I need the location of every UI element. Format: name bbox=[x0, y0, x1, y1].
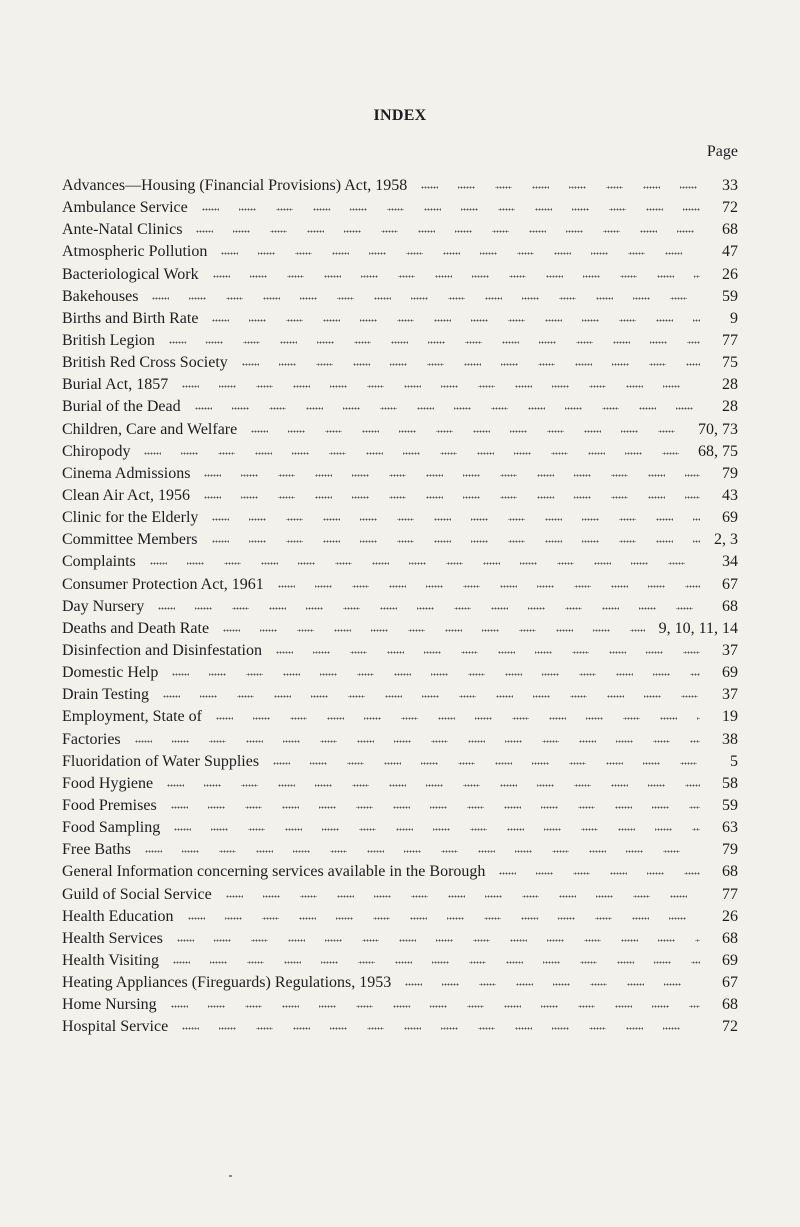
index-entry-pages: 59 bbox=[722, 796, 738, 814]
index-entry-pages: 26 bbox=[722, 907, 738, 925]
index-entry-pages: 69 bbox=[722, 951, 738, 969]
index-entry-pages: 38 bbox=[722, 730, 738, 748]
dot-leader bbox=[204, 490, 700, 500]
dot-leader bbox=[145, 844, 700, 854]
index-entry bbox=[62, 773, 738, 795]
index-entry-pages: 2, 3 bbox=[714, 531, 738, 549]
index-entry-term: Deaths and Death Rate bbox=[62, 619, 210, 637]
index-entry-pages: 67 bbox=[722, 575, 738, 593]
index-entry bbox=[62, 817, 738, 839]
index-entry-term: Consumer Protection Act, 1961 bbox=[62, 575, 264, 593]
index-entry-pages: 68, 75 bbox=[698, 442, 738, 460]
index-entry-term: British Red Cross Society bbox=[62, 354, 228, 372]
dot-leader bbox=[169, 335, 700, 345]
index-entry-term: Complaints bbox=[62, 553, 136, 571]
index-entry bbox=[62, 396, 738, 418]
index-entry bbox=[62, 994, 738, 1016]
index-entry-term: Employment, State of bbox=[62, 708, 202, 726]
dot-leader bbox=[135, 734, 700, 744]
index-entry-term: Heating Appliances (Fireguards) Regulations, 1953 bbox=[62, 974, 392, 992]
index-entry-pages: 67 bbox=[722, 974, 738, 992]
index-entry bbox=[62, 972, 738, 994]
dot-leader bbox=[212, 313, 700, 323]
index-entry bbox=[62, 419, 738, 441]
index-entry-term: Atmospheric Pollution bbox=[62, 243, 208, 261]
index-entry-term: Burial Act, 1857 bbox=[62, 376, 169, 394]
index-entry-pages: 68 bbox=[722, 221, 738, 239]
index-entry-pages: 68 bbox=[722, 597, 738, 615]
dot-leader bbox=[212, 534, 700, 544]
dot-leader bbox=[242, 357, 700, 367]
index-entry-pages: 9 bbox=[730, 309, 738, 327]
dot-leader bbox=[172, 667, 700, 677]
index-entry-term: Day Nursery bbox=[62, 597, 145, 615]
index-entry-term: British Legion bbox=[62, 331, 155, 349]
index-entry bbox=[62, 241, 738, 263]
index-entry bbox=[62, 596, 738, 618]
index-entry-term: Food Premises bbox=[62, 796, 157, 814]
index-entry-pages: 63 bbox=[722, 819, 738, 837]
index-entry bbox=[62, 884, 738, 906]
index-entry bbox=[62, 795, 738, 817]
index-entry-term: Disinfection and Disinfestation bbox=[62, 641, 262, 659]
dot-leader bbox=[421, 180, 700, 190]
index-entry bbox=[62, 286, 738, 308]
index-entry bbox=[62, 330, 738, 352]
index-entry-pages: 9, 10, 11, 14 bbox=[658, 619, 738, 637]
index-entry-term: Health Services bbox=[62, 929, 163, 947]
index-entry bbox=[62, 352, 738, 374]
index-entry-pages: 33 bbox=[722, 177, 738, 194]
dot-leader bbox=[196, 224, 700, 234]
index-entry-term: Fluoridation of Water Supplies bbox=[62, 752, 260, 770]
dot-leader bbox=[152, 291, 700, 301]
index-entry-pages: 79 bbox=[722, 464, 738, 482]
index-entry bbox=[62, 529, 738, 551]
index-entry-pages: 68 bbox=[722, 863, 738, 881]
index-entry-pages: 79 bbox=[722, 841, 738, 859]
index-entry-term: Hospital Service bbox=[62, 1018, 169, 1036]
index-entry bbox=[62, 684, 738, 706]
index-entry bbox=[62, 662, 738, 684]
index-entry bbox=[62, 264, 738, 286]
index-entry bbox=[62, 729, 738, 751]
index-entry bbox=[62, 928, 738, 950]
index-entry-pages: 43 bbox=[722, 486, 738, 504]
dot-leader bbox=[223, 623, 645, 633]
page-title: INDEX bbox=[373, 107, 427, 124]
dot-leader bbox=[216, 711, 700, 721]
dot-leader bbox=[213, 269, 700, 279]
index-entry-pages: 59 bbox=[722, 287, 738, 305]
index-entry bbox=[62, 175, 738, 197]
index-entry-term: Advances—Housing (Financial Provisions) Act, 1958 bbox=[62, 177, 408, 194]
dot-leader bbox=[273, 756, 700, 766]
page-column-header: Page bbox=[706, 143, 738, 160]
dot-leader bbox=[251, 424, 684, 434]
index-entry bbox=[62, 751, 738, 773]
index-entry-term: Free Baths bbox=[62, 841, 131, 859]
dot-leader bbox=[171, 999, 700, 1009]
index-entry bbox=[62, 463, 738, 485]
index-entry-pages: 34 bbox=[722, 553, 738, 571]
index-entry bbox=[62, 950, 738, 972]
index-entry-pages: 69 bbox=[722, 664, 738, 682]
dot-leader bbox=[167, 778, 700, 788]
index-entry bbox=[62, 861, 738, 883]
dot-leader bbox=[182, 1021, 700, 1031]
index-entry-term: Ante-Natal Clinics bbox=[62, 221, 183, 239]
index-entry-pages: 58 bbox=[722, 774, 738, 792]
dot-leader bbox=[171, 800, 700, 810]
index-entry-term: Drain Testing bbox=[62, 686, 150, 704]
index-entry bbox=[62, 374, 738, 396]
index-entry-pages: 72 bbox=[722, 199, 738, 217]
dot-leader bbox=[174, 822, 700, 832]
index-entry-term: Home Nursing bbox=[62, 996, 157, 1014]
index-entry-pages: 68 bbox=[722, 929, 738, 947]
dot-leader bbox=[177, 933, 700, 943]
dot-leader bbox=[499, 866, 700, 876]
index-entry-pages: 37 bbox=[722, 641, 738, 659]
dot-leader bbox=[204, 468, 700, 478]
index-entry bbox=[62, 441, 738, 463]
index-entry-pages: 72 bbox=[722, 1018, 738, 1036]
index-entry-pages: 28 bbox=[722, 376, 738, 394]
index-entry bbox=[62, 706, 738, 728]
dot-leader bbox=[278, 579, 700, 589]
index-entry bbox=[62, 485, 738, 507]
index-entry-pages: 69 bbox=[722, 509, 738, 527]
dot-leader bbox=[188, 911, 700, 921]
dot-leader bbox=[221, 246, 700, 256]
index-entry-term: Chiropody bbox=[62, 442, 131, 460]
index-entry-term: Committee Members bbox=[62, 531, 198, 549]
dot-leader bbox=[405, 977, 700, 987]
index-entry-term: Guild of Social Service bbox=[62, 885, 212, 903]
index-entry-pages: 77 bbox=[722, 331, 738, 349]
index-entry-pages: 47 bbox=[722, 243, 738, 261]
index-entry bbox=[62, 197, 738, 219]
index-entry-list bbox=[62, 175, 738, 1038]
index-entry-term: Births and Birth Rate bbox=[62, 309, 199, 327]
index-entry-term: Domestic Help bbox=[62, 664, 159, 682]
index-entry-pages: 5 bbox=[730, 752, 738, 770]
dot-leader bbox=[173, 955, 700, 965]
index-entry-term: Bakehouses bbox=[62, 287, 139, 305]
index-entry-pages: 75 bbox=[722, 354, 738, 372]
dot-leader bbox=[276, 645, 700, 655]
dot-leader bbox=[202, 202, 700, 212]
index-entry-term: Health Education bbox=[62, 907, 174, 925]
index-entry-term: Factories bbox=[62, 730, 121, 748]
index-entry bbox=[62, 1016, 738, 1038]
index-entry bbox=[62, 551, 738, 573]
index-entry-term: Cinema Admissions bbox=[62, 464, 191, 482]
dot-leader bbox=[226, 889, 700, 899]
dot-leader bbox=[158, 601, 700, 611]
index-entry-term: Ambulance Service bbox=[62, 199, 188, 217]
print-mark bbox=[229, 1175, 232, 1177]
dot-leader bbox=[163, 689, 700, 699]
index-entry-pages: 68 bbox=[722, 996, 738, 1014]
index-entry bbox=[62, 839, 738, 861]
index-entry bbox=[62, 618, 738, 640]
index-entry bbox=[62, 219, 738, 241]
index-entry-term: Food Hygiene bbox=[62, 774, 154, 792]
index-entry-pages: 26 bbox=[722, 265, 738, 283]
index-entry-term: Clean Air Act, 1956 bbox=[62, 486, 190, 504]
index-entry-term: Clinic for the Elderly bbox=[62, 509, 199, 527]
index-entry-term: Food Sampling bbox=[62, 819, 161, 837]
dot-leader bbox=[212, 512, 700, 522]
index-entry-pages: 19 bbox=[722, 708, 738, 726]
index-entry bbox=[62, 640, 738, 662]
dot-leader bbox=[150, 556, 700, 566]
dot-leader bbox=[182, 379, 700, 389]
index-entry-pages: 77 bbox=[722, 885, 738, 903]
index-entry-term: Children, Care and Welfare bbox=[62, 420, 238, 438]
dot-leader bbox=[144, 446, 684, 456]
index-entry-pages: 37 bbox=[722, 686, 738, 704]
index-entry-term: Bacteriological Work bbox=[62, 265, 199, 283]
index-entry bbox=[62, 574, 738, 596]
index-entry-term: General Information concerning services available in the Borough bbox=[62, 863, 486, 881]
index-entry-pages: 28 bbox=[722, 398, 738, 416]
index-entry bbox=[62, 308, 738, 330]
index-entry-term: Health Visiting bbox=[62, 951, 159, 969]
index-entry bbox=[62, 906, 738, 928]
index-entry-pages: 70, 73 bbox=[698, 420, 738, 438]
dot-leader bbox=[195, 401, 700, 411]
index-entry-term: Burial of the Dead bbox=[62, 398, 181, 416]
index-entry bbox=[62, 507, 738, 529]
